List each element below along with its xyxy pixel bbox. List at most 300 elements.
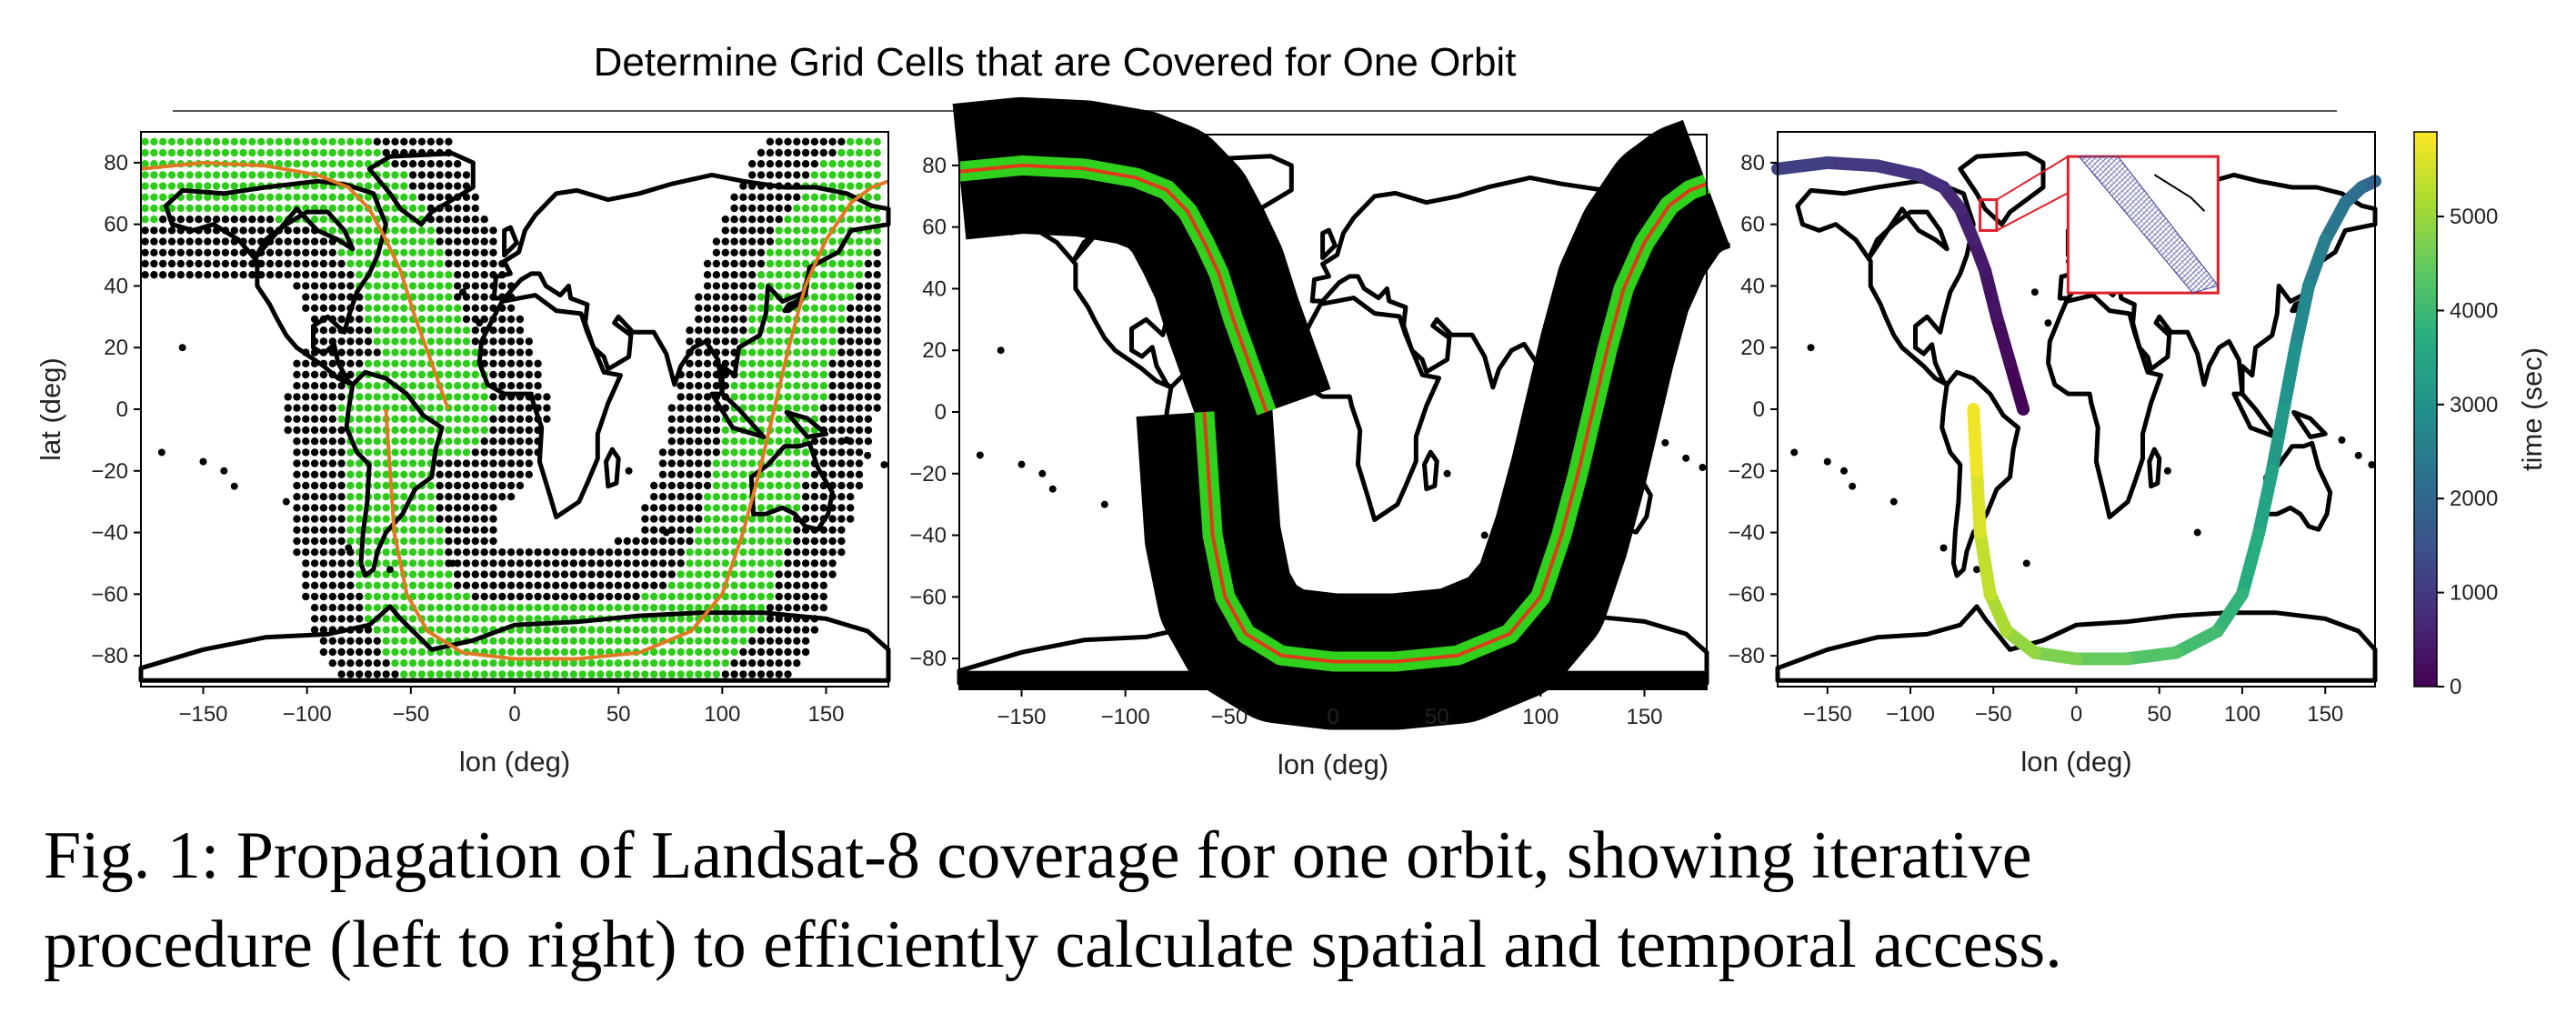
grid-cell xyxy=(436,604,443,611)
grid-cell xyxy=(516,604,524,611)
grid-cell xyxy=(409,416,416,423)
grid-cell xyxy=(793,237,800,245)
grid-cell xyxy=(418,271,426,278)
grid-cell xyxy=(302,260,309,267)
grid-cell xyxy=(383,326,390,334)
grid-cell xyxy=(730,482,737,489)
colorbar-tick-label: 0 xyxy=(2450,675,2462,699)
grid-cell xyxy=(659,582,667,589)
grid-cell xyxy=(337,271,345,278)
grid-cell xyxy=(856,316,863,323)
grid-cell xyxy=(276,216,283,223)
grid-cell xyxy=(596,626,604,633)
grid-cell xyxy=(239,216,246,223)
island-14 xyxy=(345,545,352,552)
ytick-label: 80 xyxy=(104,150,128,176)
grid-cell xyxy=(391,437,398,445)
grid-cell xyxy=(793,493,800,500)
grid-cell xyxy=(320,382,327,389)
grid-cell xyxy=(767,249,774,256)
grid-cell xyxy=(570,626,577,633)
grid-cell xyxy=(543,593,550,600)
grid-cell xyxy=(454,570,461,577)
grid-cell xyxy=(596,604,604,611)
grid-cell xyxy=(837,471,845,478)
grid-cell xyxy=(248,271,256,278)
grid-cell xyxy=(802,626,809,633)
grid-cell xyxy=(828,448,836,456)
grid-cell xyxy=(445,182,452,189)
x-axis-label: lon (deg) xyxy=(1277,748,1389,780)
grid-cell xyxy=(454,348,461,356)
grid-cell xyxy=(374,582,381,589)
grid-cell xyxy=(400,326,407,334)
grid-cell xyxy=(695,360,702,367)
grid-cell xyxy=(837,282,845,289)
grid-cell xyxy=(445,570,452,577)
grid-cell xyxy=(811,371,818,378)
grid-cell xyxy=(409,282,416,289)
grid-cell xyxy=(659,604,667,611)
grid-cell xyxy=(374,149,381,156)
grid-cell xyxy=(383,659,390,667)
grid-cell xyxy=(337,404,345,411)
grid-cell xyxy=(793,527,800,534)
grid-cell xyxy=(561,604,568,611)
grid-cell xyxy=(472,448,479,456)
grid-cell xyxy=(739,194,747,201)
grid-cell xyxy=(828,205,836,212)
grid-cell xyxy=(346,493,354,500)
grid-cell xyxy=(748,260,756,267)
grid-cell xyxy=(409,559,416,567)
grid-cell xyxy=(329,537,336,545)
grid-cell xyxy=(776,416,783,423)
ytick-label: −20 xyxy=(91,458,128,484)
grid-cell xyxy=(383,316,390,323)
grid-cell xyxy=(329,205,336,212)
grid-cell xyxy=(837,416,845,423)
grid-cell xyxy=(418,471,426,478)
grid-cell xyxy=(793,260,800,267)
grid-cell xyxy=(346,504,354,511)
grid-cell xyxy=(445,371,452,378)
grid-cell xyxy=(837,427,845,434)
grid-cell xyxy=(266,205,274,212)
grid-cell xyxy=(659,459,667,467)
grid-cell xyxy=(356,337,363,345)
grid-cell xyxy=(293,416,300,423)
grid-cell xyxy=(776,582,783,589)
grid-cell xyxy=(739,570,747,577)
island-15 xyxy=(1840,467,1848,475)
grid-cell xyxy=(365,659,372,667)
grid-cell xyxy=(383,482,390,489)
grid-cell xyxy=(427,293,435,300)
grid-cell xyxy=(507,371,515,378)
grid-cell xyxy=(507,437,515,445)
grid-cell xyxy=(704,648,711,656)
grid-cell xyxy=(748,216,756,223)
grid-cell xyxy=(427,260,435,267)
grid-cell xyxy=(418,448,426,456)
grid-cell xyxy=(454,305,461,312)
grid-cell xyxy=(767,604,774,611)
grid-cell xyxy=(231,138,238,146)
grid-cell xyxy=(802,149,809,156)
grid-cell xyxy=(713,471,720,478)
grid-cell xyxy=(632,537,639,545)
grid-cell xyxy=(767,360,774,367)
grid-cell xyxy=(811,548,818,556)
grid-cell xyxy=(302,459,309,467)
grid-cell xyxy=(552,637,559,645)
grid-cell xyxy=(498,382,506,389)
ytick-label: −20 xyxy=(909,461,947,487)
grid-cell xyxy=(302,293,309,300)
grid-cell xyxy=(337,149,345,156)
grid-cell xyxy=(624,637,631,645)
grid-cell xyxy=(222,182,229,189)
swath-segment xyxy=(1778,163,1828,169)
ytick-label: −60 xyxy=(909,585,947,610)
grid-cell xyxy=(346,471,354,478)
grid-cell xyxy=(222,216,229,223)
grid-cell xyxy=(874,194,881,201)
grid-cell xyxy=(293,260,300,267)
grid-cell xyxy=(632,670,639,678)
xtick-label: 150 xyxy=(1626,705,1663,729)
grid-cell xyxy=(704,659,711,667)
island-11 xyxy=(663,529,670,537)
grid-cell xyxy=(489,427,496,434)
grid-cell xyxy=(454,448,461,456)
grid-cell xyxy=(418,305,426,312)
grid-cell xyxy=(436,670,443,678)
grid-cell xyxy=(730,626,737,633)
grid-cell xyxy=(668,504,676,511)
grid-cell xyxy=(739,626,747,633)
grid-cell xyxy=(820,416,827,423)
grid-cell xyxy=(739,326,747,334)
grid-cell xyxy=(276,149,283,156)
grid-cell xyxy=(704,282,711,289)
grid-cell xyxy=(374,382,381,389)
grid-cell xyxy=(874,360,881,367)
grid-cell xyxy=(248,138,256,146)
grid-cell xyxy=(828,404,836,411)
grid-cell xyxy=(748,659,756,667)
grid-cell xyxy=(552,570,559,577)
grid-cell xyxy=(489,582,496,589)
grid-cell xyxy=(793,559,800,567)
grid-cell xyxy=(302,371,309,378)
grid-cell xyxy=(570,670,577,678)
grid-cell xyxy=(365,326,372,334)
grid-cell xyxy=(427,171,435,178)
grid-cell xyxy=(302,360,309,367)
grid-cell xyxy=(686,459,693,467)
grid-cell xyxy=(248,226,256,234)
grid-cell xyxy=(534,570,541,577)
grid-cell xyxy=(784,427,791,434)
grid-cell xyxy=(828,260,836,267)
grid-cell xyxy=(329,637,336,645)
grid-cell xyxy=(516,582,524,589)
grid-cell xyxy=(418,205,426,212)
grid-cell xyxy=(748,194,756,201)
grid-cell xyxy=(784,593,791,600)
grid-cell xyxy=(365,582,372,589)
grid-cell xyxy=(329,504,336,511)
island-9 xyxy=(476,319,483,326)
grid-cell xyxy=(677,382,685,389)
grid-cell xyxy=(847,171,854,178)
grid-cell xyxy=(837,459,845,467)
grid-cell xyxy=(704,670,711,678)
grid-cell xyxy=(570,637,577,645)
grid-cell xyxy=(874,237,881,245)
grid-cell xyxy=(346,615,354,622)
grid-cell xyxy=(776,160,783,167)
grid-cell xyxy=(847,316,854,323)
grid-cell xyxy=(579,659,586,667)
grid-cell xyxy=(400,404,407,411)
grid-cell xyxy=(695,559,702,567)
island-11 xyxy=(1481,532,1488,539)
grid-cell xyxy=(337,615,345,622)
grid-cell xyxy=(489,371,496,378)
grid-cell xyxy=(222,171,229,178)
grid-cell xyxy=(427,493,435,500)
grid-cell xyxy=(507,482,515,489)
grid-cell xyxy=(722,615,729,622)
grid-cell xyxy=(383,593,390,600)
grid-cell xyxy=(596,659,604,667)
grid-cell xyxy=(337,559,345,567)
swath-segment xyxy=(1973,409,1977,471)
grid-cell xyxy=(793,582,800,589)
grid-cell xyxy=(383,348,390,356)
grid-cell xyxy=(285,427,292,434)
grid-cell xyxy=(383,504,390,511)
grid-cell xyxy=(865,416,872,423)
grid-cell xyxy=(695,493,702,500)
island-0 xyxy=(1049,486,1057,493)
figure-caption xyxy=(44,811,2517,989)
grid-cell xyxy=(507,404,515,411)
grid-cell xyxy=(722,437,729,445)
grid-cell xyxy=(302,305,309,312)
grid-cell xyxy=(739,382,747,389)
grid-cell xyxy=(552,559,559,567)
grid-cell xyxy=(409,659,416,667)
grid-cell xyxy=(409,171,416,178)
grid-cell xyxy=(498,471,506,478)
grid-cell xyxy=(659,659,667,667)
grid-cell xyxy=(686,382,693,389)
grid-cell xyxy=(856,382,863,389)
grid-cell xyxy=(337,593,345,600)
grid-cell xyxy=(695,471,702,478)
grid-cell xyxy=(722,249,729,256)
ytick-label: −60 xyxy=(1728,582,1765,607)
grid-cell xyxy=(293,271,300,278)
grid-cell xyxy=(383,626,390,633)
grid-cell xyxy=(409,548,416,556)
grid-cell xyxy=(266,194,274,201)
grid-cell xyxy=(526,593,533,600)
grid-cell xyxy=(784,326,791,334)
grid-cell xyxy=(472,548,479,556)
grid-cell xyxy=(552,670,559,678)
grid-cell xyxy=(436,482,443,489)
xtick-label: 150 xyxy=(2307,702,2344,727)
grid-cell xyxy=(231,271,238,278)
grid-cell xyxy=(186,194,194,201)
grid-cell xyxy=(320,337,327,345)
grid-cell xyxy=(454,371,461,378)
grid-cell xyxy=(793,404,800,411)
grid-cell xyxy=(730,337,737,345)
grid-cell xyxy=(516,448,524,456)
grid-cell xyxy=(436,348,443,356)
grid-cell xyxy=(498,348,506,356)
grid-cell xyxy=(463,559,470,567)
grid-cell xyxy=(427,670,435,678)
grid-cell xyxy=(150,249,157,256)
grid-cell xyxy=(802,570,809,577)
grid-cell xyxy=(748,404,756,411)
grid-cell xyxy=(820,326,827,334)
grid-cell xyxy=(365,404,372,411)
grid-cell xyxy=(418,459,426,467)
grid-cell xyxy=(454,393,461,400)
grid-cell xyxy=(346,171,354,178)
grid-cell xyxy=(391,448,398,456)
grid-cell xyxy=(802,205,809,212)
island-12 xyxy=(1268,562,1275,569)
grid-cell xyxy=(713,249,720,256)
grid-cell xyxy=(793,459,800,467)
grid-cell xyxy=(802,593,809,600)
grid-cell xyxy=(874,305,881,312)
grid-cell xyxy=(311,482,318,489)
grid-cell xyxy=(811,493,818,500)
grid-cell xyxy=(730,493,737,500)
grid-cell xyxy=(293,371,300,378)
grid-cell xyxy=(793,149,800,156)
grid-cell xyxy=(776,482,783,489)
grid-cell xyxy=(409,226,416,234)
grid-cell xyxy=(856,427,863,434)
grid-cell xyxy=(739,471,747,478)
grid-cell xyxy=(704,548,711,556)
grid-cell xyxy=(150,271,157,278)
grid-cell xyxy=(713,482,720,489)
grid-cell xyxy=(311,194,318,201)
grid-cell xyxy=(391,593,398,600)
grid-cell xyxy=(472,237,479,245)
grid-cell xyxy=(356,648,363,656)
grid-cell xyxy=(596,637,604,645)
grid-cell xyxy=(713,427,720,434)
grid-cell xyxy=(757,637,765,645)
grid-cell xyxy=(356,237,363,245)
grid-cell xyxy=(454,459,461,467)
grid-cell xyxy=(239,138,246,146)
grid-cell xyxy=(820,205,827,212)
grid-cell xyxy=(150,182,157,189)
grid-cell xyxy=(526,360,533,367)
grid-cell xyxy=(650,527,657,534)
grid-cell xyxy=(337,670,345,678)
grid-cell xyxy=(828,416,836,423)
grid-cell xyxy=(374,515,381,522)
grid-cell xyxy=(454,337,461,345)
grid-cell xyxy=(365,559,372,567)
ytick-label: −40 xyxy=(1728,520,1765,546)
grid-cell xyxy=(445,416,452,423)
grid-cell xyxy=(695,305,702,312)
grid-cell xyxy=(748,371,756,378)
grid-cell xyxy=(686,404,693,411)
grid-cell xyxy=(820,271,827,278)
grid-cell xyxy=(507,427,515,434)
grid-cell xyxy=(445,427,452,434)
grid-cell xyxy=(730,582,737,589)
grid-cell xyxy=(668,626,676,633)
grid-cell xyxy=(704,482,711,489)
grid-cell xyxy=(534,548,541,556)
grid-cell xyxy=(686,493,693,500)
grid-cell xyxy=(757,482,765,489)
grid-cell xyxy=(293,249,300,256)
grid-cell xyxy=(329,437,336,445)
grid-cell xyxy=(847,348,854,356)
grid-cell xyxy=(650,582,657,589)
grid-cell xyxy=(641,515,648,522)
grid-cell xyxy=(472,226,479,234)
grid-cell xyxy=(266,249,274,256)
grid-cell xyxy=(436,138,443,146)
grid-cell xyxy=(856,260,863,267)
grid-cell xyxy=(329,282,336,289)
grid-cell xyxy=(757,249,765,256)
grid-cell xyxy=(320,448,327,456)
swath-segment xyxy=(1878,166,1919,175)
grid-cell xyxy=(463,416,470,423)
grid-cell xyxy=(489,559,496,567)
grid-cell xyxy=(793,282,800,289)
grid-cell xyxy=(713,670,720,678)
grid-cell xyxy=(445,316,452,323)
grid-cell xyxy=(767,637,774,645)
grid-cell xyxy=(650,504,657,511)
grid-cell xyxy=(650,493,657,500)
grid-cell xyxy=(686,471,693,478)
grid-cell xyxy=(704,582,711,589)
grid-cell xyxy=(837,482,845,489)
grid-cell xyxy=(418,182,426,189)
grid-cell xyxy=(498,570,506,577)
grid-cell xyxy=(293,471,300,478)
grid-cell xyxy=(391,138,398,146)
grid-cell xyxy=(543,637,550,645)
grid-cell xyxy=(516,471,524,478)
grid-cell xyxy=(239,171,246,178)
grid-cell xyxy=(793,570,800,577)
